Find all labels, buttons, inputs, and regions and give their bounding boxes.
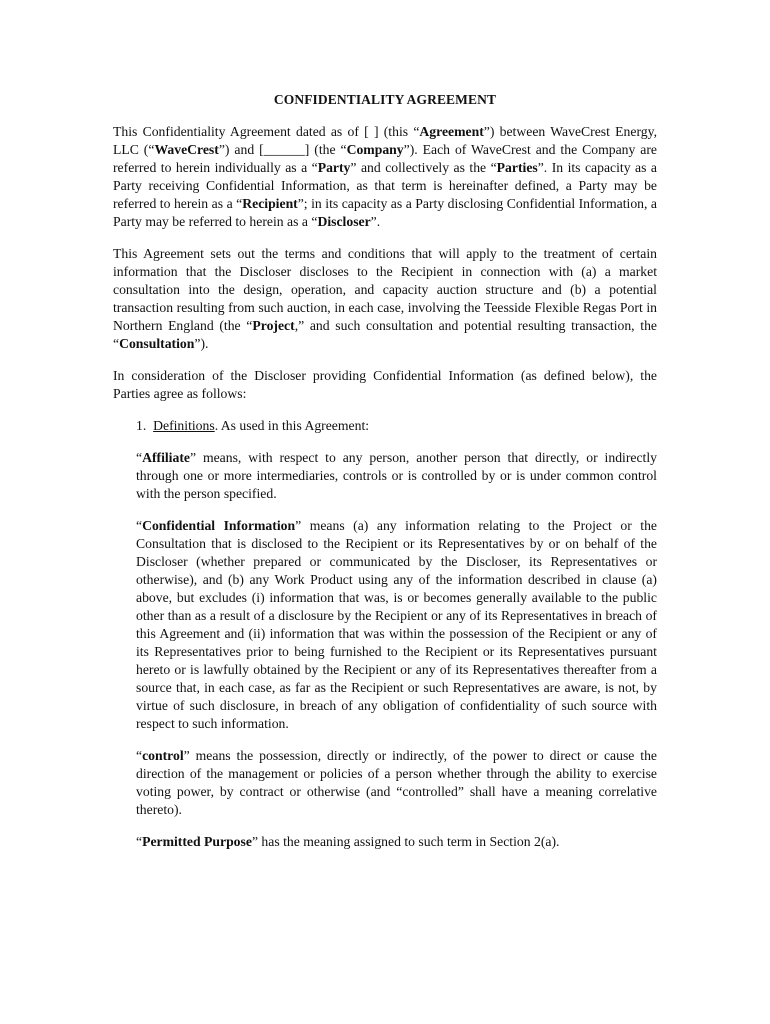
term-project: Project bbox=[252, 318, 295, 333]
term-discloser: Discloser bbox=[317, 214, 371, 229]
definition-confidential-information: “Confidential Information” means (a) any information relating to the Project or the Consultation that is disclosed to the Recipient or its Representatives by or on behalf of the Discloser (whether prepared or communicated by the Discloser, its Representatives or otherwise), and (b) any Work Product using any of the information described in clause (a) above, but excludes (i) information that was, is or becomes generally available to the public other than as a result of a disclosure by the Recipient or any of its Representatives in breach of this Agreement and (ii) information that was within the possession of the Recipient or any of its Representatives prior to being furnished to the Recipient or its Representatives pursuant hereto or is lawfully obtained by the Recipient or any of its Representatives thereafter from a source that, in each case, as far as the Recipient or such Representatives are aware, is not, by virtue of such disclosure, in breach of any obligation of confidentiality of such source with respect to such information. bbox=[136, 518, 657, 731]
term-party: Party bbox=[317, 160, 351, 175]
definitions-heading: Definitions bbox=[153, 418, 215, 433]
term-recipient: Recipient bbox=[242, 196, 298, 211]
term-agreement: Agreement bbox=[419, 124, 484, 139]
intro-paragraph: This Confidentiality Agreement dated as of [ ] (this “Agreement”) between WaveCrest Energy, LLC (“WaveCrest”) and [______] (the “Company”). Each of WaveCrest and the Company are referred to herein individually as a “Party” and collectively as the “Parties”. In its capacity as a Party receiving Confidential Information, as that term is hereinafter defined, a Party may be referred to herein as a “Recipient”; in its capacity as a Party disclosing Confidential Information, a Party may be referred to herein as a “Discloser”. bbox=[113, 124, 658, 229]
term-parties: Parties bbox=[496, 160, 538, 175]
term-wavecrest: WaveCrest bbox=[154, 142, 219, 157]
term-company: Company bbox=[346, 142, 404, 157]
purpose-paragraph: This Agreement sets out the terms and conditions that will apply to the treatment of certain information that the Discloser discloses to the Recipient in connection with (a) a market consultation into the design, operation, and capacity auction structure and (b) a potential transaction resulting from such auction, in each case, involving the Teesside Flexible Regas Port in Northern England (the “Project,” and such consultation and potential resulting transaction, the “Consultation”). bbox=[113, 246, 657, 351]
document-title: CONFIDENTIALITY AGREEMENT bbox=[273, 92, 497, 107]
consideration-paragraph: In consideration of the Discloser providing Confidential Information (as defined below), the Parties agree as follows: bbox=[113, 368, 657, 401]
term-consultation: Consultation bbox=[119, 336, 195, 351]
section-1-heading: 1. Definitions. As used in this Agreement: bbox=[136, 418, 370, 433]
definition-control: “control” means the possession, directly or indirectly, of the power to direct or cause the direction of the management or policies of a person whether through the ability to exercise voting power, by contract or otherwise (and “controlled” shall have a meaning correlative thereto). bbox=[136, 748, 657, 817]
definition-affiliate: “Affiliate” means, with respect to any person, another person that directly, or indirectly through one or more intermediaries, controls or is controlled by or is under common control with the person specified. bbox=[136, 450, 657, 501]
document-body bbox=[113, 92, 657, 865]
definition-permitted-purpose: “Permitted Purpose” has the meaning assigned to such term in Section 2(a). bbox=[136, 834, 560, 849]
